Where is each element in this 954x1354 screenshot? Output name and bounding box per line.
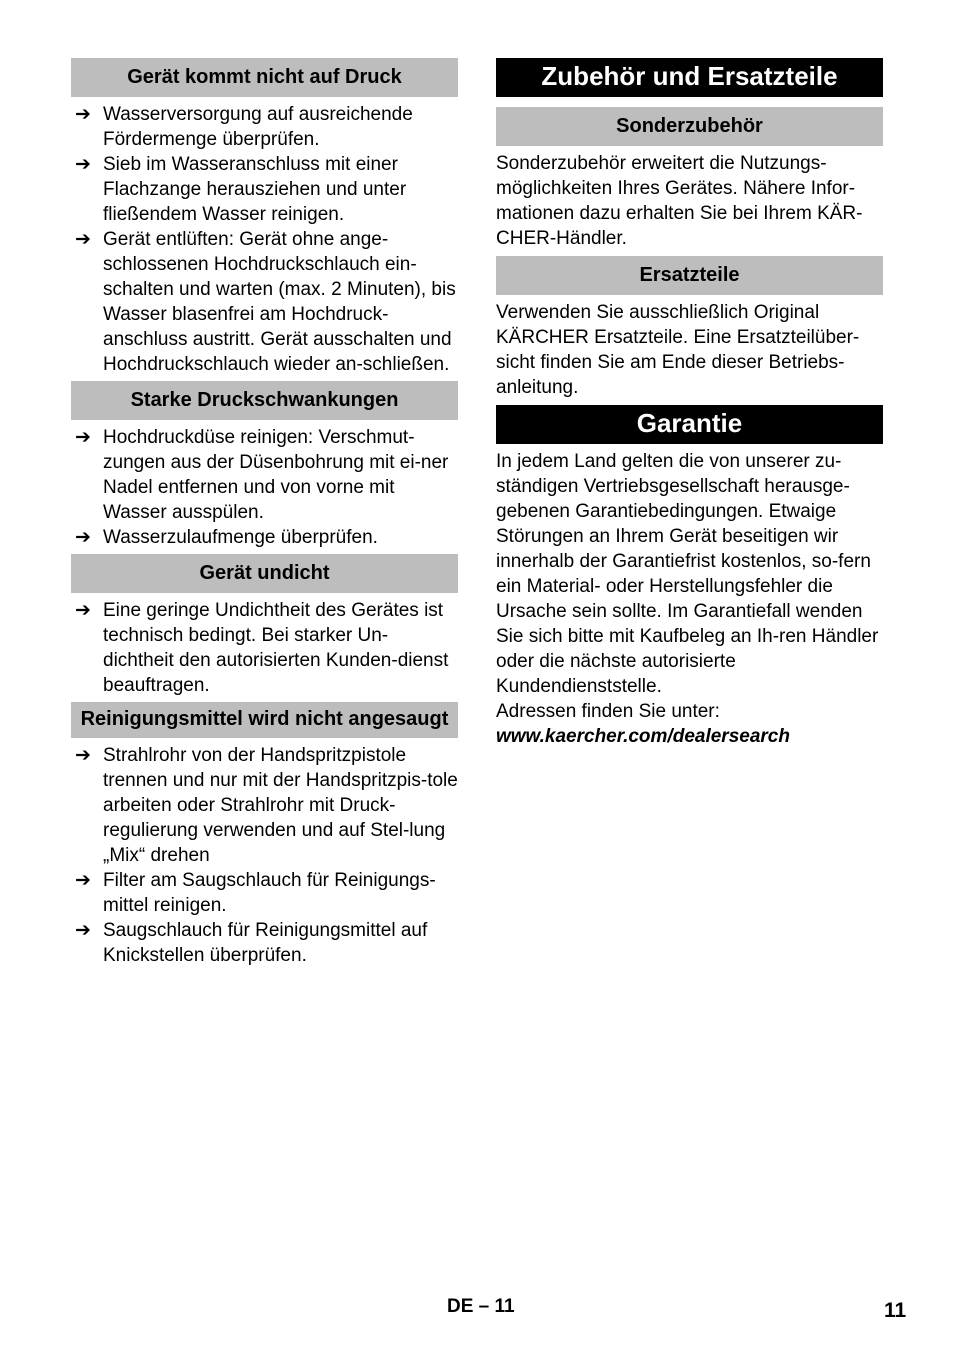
page-number: 11 bbox=[884, 1299, 907, 1322]
arrow-right-icon: ➔ bbox=[75, 599, 91, 621]
arrow-right-icon: ➔ bbox=[75, 744, 91, 766]
bullet-list bbox=[71, 97, 458, 381]
address-label: Adressen finden Sie unter: bbox=[496, 701, 720, 722]
arrow-right-icon: ➔ bbox=[75, 526, 91, 548]
bullet-list bbox=[71, 420, 458, 554]
paragraph: Sonderzubehör erweitert die Nutzungs-möglichkeiten Ihres Gerätes. Nähere Infor-mationen dazu erhalten Sie bei Ihrem KÄR-CHER-Händler. bbox=[496, 153, 863, 249]
list-item: ➔ Saugschlauch für Reinigungsmittel auf Knickstellen überprüfen. bbox=[75, 919, 428, 966]
left-column bbox=[71, 58, 458, 972]
warranty-text: In jedem Land gelten die von unserer zu-ständigen Vertriebsgesellschaft herausge-gebenen Garantiebedingungen. Etwaige Störungen an Ihrem Gerät beseitigen wir innerhalb der Garantiefrist kostenlos, so-fern ein Material- oder Herstellungsfehler die Ursache sein sollte. Im Garantiefall wenden Sie sich bitte mit Kaufbeleg an Ih-ren Händler oder die nächste autorisierte Kundendienststelle. bbox=[496, 451, 879, 697]
dealer-search-link[interactable]: www.kaercher.com/dealersearch bbox=[496, 726, 790, 747]
paragraph: Verwenden Sie ausschließlich Original KÄRCHER Ersatzteile. Eine Ersatzteilüber-sicht finden Sie am Ende dieser Betriebs-anleitung. bbox=[496, 302, 860, 398]
main-heading-accessories: Zubehör und Ersatzteile bbox=[496, 58, 883, 97]
bullet-list bbox=[71, 593, 458, 702]
right-column bbox=[496, 58, 883, 754]
section-heading: Gerät kommt nicht auf Druck bbox=[71, 58, 458, 97]
arrow-right-icon: ➔ bbox=[75, 153, 91, 175]
footer-page-label: DE – 11 bbox=[447, 1296, 515, 1317]
arrow-right-icon: ➔ bbox=[75, 919, 91, 941]
list-item: ➔ Hochdruckdüse reinigen: Verschmut-zungen aus der Düsenbohrung mit ei-ner Nadel entfernen und von vorne mit Wasser ausspülen. bbox=[75, 426, 449, 523]
list-item: ➔ Filter am Saugschlauch für Reinigungs-mittel reinigen. bbox=[75, 869, 436, 916]
section-heading: Gerät undicht bbox=[71, 554, 458, 593]
list-item: ➔ Gerät entlüften: Gerät ohne ange-schlossenen Hochdruckschlauch ein-schalten und warten (max. 2 Minuten), bis Wasser blasenfrei am Hochdruck-anschluss austritt. Gerät ausschalten und Hochdruckschlauch wieder an-schließen. bbox=[75, 228, 456, 375]
arrow-right-icon: ➔ bbox=[75, 426, 91, 448]
bullet-list bbox=[71, 738, 458, 972]
section-heading: Reinigungsmittel wird nicht angesaugt bbox=[71, 702, 458, 738]
list-item: ➔ Eine geringe Undichtheit des Gerätes ist technisch bedingt. Bei starker Un-dichtheit den autorisierten Kunden-dienst beauftragen. bbox=[75, 599, 449, 696]
list-item: ➔ Wasserzulaufmenge überprüfen. bbox=[75, 526, 378, 548]
list-item: ➔ Wasserversorgung auf ausreichende Fördermenge überprüfen. bbox=[75, 103, 413, 150]
main-heading-warranty: Garantie bbox=[496, 405, 883, 444]
section-heading: Starke Druckschwankungen bbox=[71, 381, 458, 420]
paragraph bbox=[496, 444, 883, 754]
section-heading-special-accessories: Sonderzubehör bbox=[496, 107, 883, 146]
arrow-right-icon: ➔ bbox=[75, 869, 91, 891]
list-item: ➔ Sieb im Wasseranschluss mit einer Flachzange herausziehen und unter fließendem Wasser reinigen. bbox=[75, 153, 407, 225]
arrow-right-icon: ➔ bbox=[75, 103, 91, 125]
section-heading-spare-parts: Ersatzteile bbox=[496, 256, 883, 295]
arrow-right-icon: ➔ bbox=[75, 228, 91, 250]
list-item: ➔ Strahlrohr von der Handspritzpistole trennen und nur mit der Handspritzpis-tole arbeiten oder Strahlrohr mit Druck-regulierung verwenden und auf Stel-lung „Mix“ drehen bbox=[75, 744, 458, 866]
